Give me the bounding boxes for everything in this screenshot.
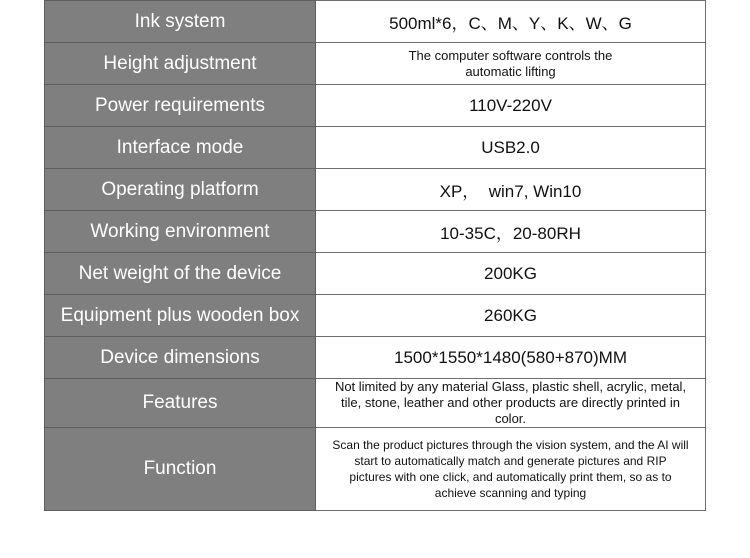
spec-value-text: Not limited by any material Glass, plastic shell, acrylic, metal, tile, stone, leather and other products are directly printed in color. (334, 379, 687, 426)
spec-row-height-adjustment (45, 43, 706, 85)
spec-value-text: The computer software controls the automatic lifting (408, 47, 613, 79)
spec-value-text: Scan the product pictures through the vision system, and the AI will start to automatically match and generate pictures and RIP pictures with one click, and automatically print them, so as to achieve scanning and typing (332, 438, 689, 500)
spec-value: XP， win7, Win10 (316, 169, 706, 211)
spec-label: Features (45, 379, 316, 428)
spec-label: Device dimensions (45, 337, 316, 379)
spec-row-function (45, 428, 706, 511)
spec-row-features (45, 379, 706, 428)
spec-row-wooden-box-weight (45, 295, 706, 337)
spec-row-device-dimensions (45, 337, 706, 379)
spec-label: Function (45, 428, 316, 511)
specifications-table (44, 0, 706, 511)
spec-label: Interface mode (45, 127, 316, 169)
spec-label: Operating platform (45, 169, 316, 211)
spec-value (316, 379, 706, 428)
spec-value: 110V-220V (316, 85, 706, 127)
spec-value: 260KG (316, 295, 706, 337)
spec-value: 1500*1550*1480(580+870)MM (316, 337, 706, 379)
spec-row-net-weight (45, 253, 706, 295)
spec-value (316, 428, 706, 511)
spec-value (316, 43, 706, 85)
spec-row-ink-system (45, 1, 706, 43)
spec-row-power-requirements (45, 85, 706, 127)
spec-label: Power requirements (45, 85, 316, 127)
spec-value: 500ml*6，C、M、Y、K、W、G (316, 1, 706, 43)
spec-value: 10-35C，20-80RH (316, 211, 706, 253)
spec-label: Equipment plus wooden box (45, 295, 316, 337)
spec-label: Net weight of the device (45, 253, 316, 295)
spec-value: USB2.0 (316, 127, 706, 169)
spec-label: Working environment (45, 211, 316, 253)
spec-label: Height adjustment (45, 43, 316, 85)
spec-label: Ink system (45, 1, 316, 43)
spec-row-working-environment (45, 211, 706, 253)
spec-row-operating-platform (45, 169, 706, 211)
spec-row-interface-mode (45, 127, 706, 169)
spec-value: 200KG (316, 253, 706, 295)
